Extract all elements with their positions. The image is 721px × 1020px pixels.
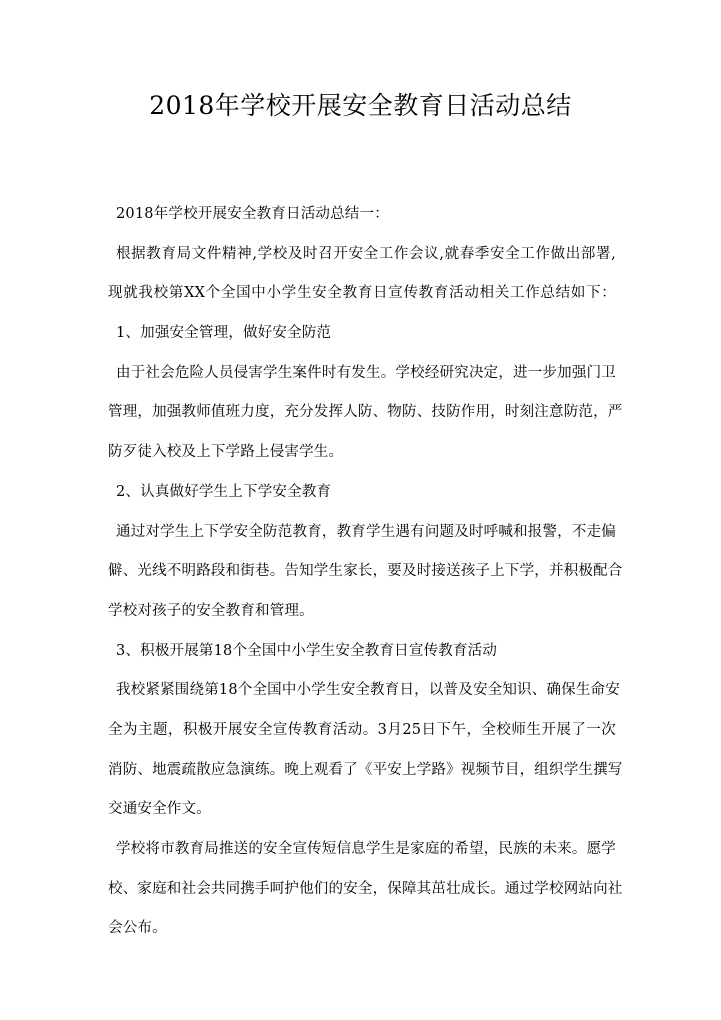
section-3-paragraph-line: 全为主题，积极开展安全宣传教育活动。3月25日下午，全校师生开展了一次 <box>108 721 616 738</box>
intro-paragraph-line: 现就我校第XX个全国中小学生安全教育日宣传教育活动相关工作总结如下： <box>108 285 616 302</box>
document-title: 2018年学校开展安全教育日活动总结 <box>149 91 572 120</box>
section-heading-2: 2、认真做好学生上下学安全教育 <box>116 483 332 500</box>
section-heading-1: 1、加强安全管理，做好安全防范 <box>116 325 332 342</box>
section-3-paragraph-line: 交通安全作文。 <box>108 801 211 818</box>
section-1-paragraph-line: 由于社会危险人员侵害学生案件时有发生。学校经研究决定，进一步加强门卫 <box>116 364 616 381</box>
section-3-paragraph-line: 消防、地震疏散应急演练。晚上观看了《平安上学路》视频节目，组织学生撰写 <box>108 761 623 778</box>
summary-heading: 2018年学校开展安全教育日活动总结一： <box>116 206 389 222</box>
section-3-paragraph-line: 我校紧紧围绕第18个全国中小学生安全教育日，以普及安全知识、确保生命安 <box>116 682 620 699</box>
section-heading-3: 3、积极开展第18个全国中小学生安全教育日宣传教育活动 <box>116 642 498 659</box>
closing-paragraph-line: 会公布。 <box>108 920 167 937</box>
section-2-paragraph-line: 学校对孩子的安全教育和管理。 <box>108 602 314 619</box>
closing-paragraph-line: 学校将市教育局推送的安全宣传短信息学生是家庭的希望，民族的未来。愿学 <box>116 841 616 857</box>
section-1-paragraph-line: 防歹徒入校及上下学路上侵害学生。 <box>108 444 344 461</box>
intro-paragraph-line: 根据教育局文件精神,学校及时召开安全工作会议,就春季安全工作做出部署, <box>116 245 616 262</box>
document-body <box>108 206 623 960</box>
section-1-paragraph-line: 管理，加强教师值班力度，充分发挥人防、物防、技防作用，时刻注意防范，严 <box>108 404 623 421</box>
closing-paragraph-line: 校、家庭和社会共同携手呵护他们的安全，保障其茁壮成长。通过学校网站向社 <box>108 880 623 897</box>
section-2-paragraph-line: 僻、光线不明路段和街巷。告知学生家长，要及时接送孩子上下学，并积极配合 <box>108 563 623 580</box>
section-2-paragraph-line: 通过对学生上下学安全防范教育，教育学生遇有问题及时呼喊和报警，不走偏 <box>116 523 616 540</box>
